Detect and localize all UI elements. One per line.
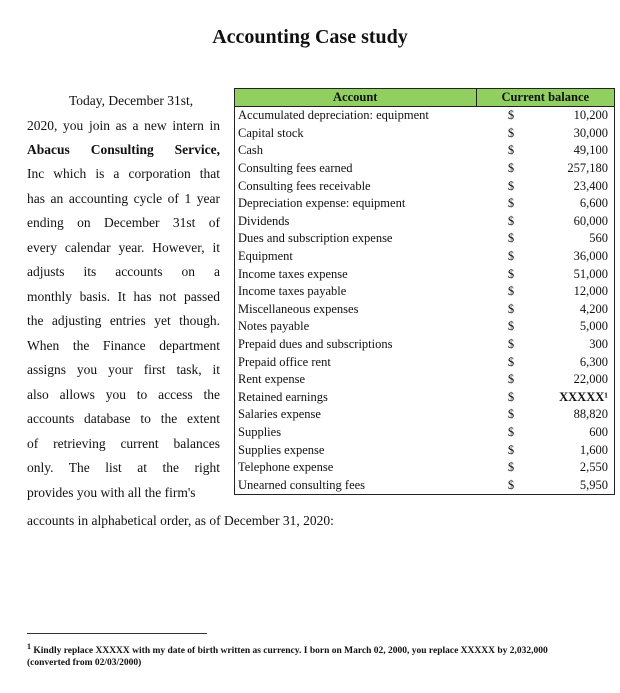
table-row	[235, 195, 615, 213]
paragraph-line: provides you with all the firm's	[27, 485, 196, 500]
table-row	[235, 107, 615, 125]
account-name: Dues and subscription expense	[235, 230, 477, 248]
paragraph-last-line: accounts in alphabetical order, as of December 31, 2020:	[27, 513, 334, 528]
table-row	[235, 230, 615, 248]
footnote-divider	[27, 633, 207, 634]
account-balance: 5,000	[546, 318, 615, 336]
account-name: Prepaid office rent	[235, 353, 477, 371]
currency-symbol: $	[507, 284, 515, 299]
account-balance: 300	[546, 336, 615, 354]
paragraph-line: the adjusting entries yet though.	[27, 313, 220, 328]
account-name: Capital stock	[235, 125, 477, 143]
paragraph-line: adjusts its accounts on a	[27, 264, 220, 279]
currency-symbol: $	[507, 319, 515, 334]
account-balance: 257,180	[546, 160, 615, 178]
table-row	[235, 301, 615, 319]
currency-symbol: $	[507, 407, 515, 422]
account-name: Income taxes expense	[235, 265, 477, 283]
account-balance: 49,100	[546, 142, 615, 160]
table-row	[235, 248, 615, 266]
account-name: Rent expense	[235, 371, 477, 389]
account-name: Depreciation expense: equipment	[235, 195, 477, 213]
paragraph-line: has an accounting cycle of 1 year	[27, 191, 220, 206]
table-row	[235, 318, 615, 336]
table-row	[235, 389, 615, 407]
account-balance: 88,820	[546, 406, 615, 424]
currency-symbol: $	[507, 108, 515, 123]
currency-symbol: $	[507, 354, 515, 369]
account-balance: 6,600	[546, 195, 615, 213]
paragraph-line: 2020, you join as a new intern in	[27, 118, 220, 133]
account-name: Notes payable	[235, 318, 477, 336]
paragraph-line: of retrieving current balances	[27, 436, 220, 451]
footnote-text: Kindly replace XXXXX with my date of birth written as currency. I born on March 02, 2000, you replace XXXXX by 2,032,000 (converted from 02/03/2000)	[27, 646, 548, 669]
account-name: Unearned consulting fees	[235, 476, 477, 494]
table-row	[235, 441, 615, 459]
currency-symbol: $	[507, 125, 515, 140]
currency-symbol: $	[507, 337, 515, 352]
account-name: Consulting fees earned	[235, 160, 477, 178]
table-row	[235, 371, 615, 389]
table-row	[235, 125, 615, 143]
account-balance: 60,000	[546, 213, 615, 231]
table-row	[235, 177, 615, 195]
paragraph-line: accounts database to the extent	[27, 411, 220, 426]
table-row	[235, 265, 615, 283]
account-balance: 600	[546, 424, 615, 442]
account-balance: 36,000	[546, 248, 615, 266]
account-name: Supplies	[235, 424, 477, 442]
paragraph-line: ending on December 31st of	[27, 215, 220, 230]
currency-symbol: $	[507, 143, 515, 158]
table-row	[235, 353, 615, 371]
currency-symbol: $	[507, 231, 515, 246]
table-row	[235, 336, 615, 354]
account-name: Consulting fees receivable	[235, 177, 477, 195]
table-row	[235, 476, 615, 494]
account-name: Retained earnings	[235, 389, 477, 407]
currency-symbol: $	[507, 266, 515, 281]
footnote	[27, 641, 592, 669]
header-current-balance: Current balance	[476, 89, 615, 107]
account-name: Supplies expense	[235, 441, 477, 459]
account-balance: 10,200	[546, 107, 615, 125]
accounts-table	[234, 88, 615, 495]
table-row	[235, 424, 615, 442]
paragraph-line: Abacus Consulting Service,	[27, 142, 220, 157]
paragraph-line: assigns you your first task, it	[27, 362, 220, 377]
footnote-marker: 1	[27, 642, 31, 651]
account-balance: 22,000	[546, 371, 615, 389]
account-balance: 4,200	[546, 301, 615, 319]
table-row	[235, 406, 615, 424]
table-row	[235, 213, 615, 231]
paragraph-line: also allows you to access the	[27, 387, 220, 402]
paragraph-line: monthly basis. It has not passed	[27, 289, 220, 304]
account-name: Prepaid dues and subscriptions	[235, 336, 477, 354]
currency-symbol: $	[476, 476, 546, 494]
currency-symbol: $	[507, 460, 515, 475]
account-balance: 51,000	[546, 265, 615, 283]
paragraph-line: Today, December 31st,	[69, 93, 194, 108]
currency-symbol: $	[507, 372, 515, 387]
account-balance: 2,550	[546, 459, 615, 477]
account-name: Accumulated depreciation: equipment	[235, 107, 477, 125]
account-balance: 30,000	[546, 125, 615, 143]
currency-symbol: $	[507, 249, 515, 264]
table-row	[235, 283, 615, 301]
table-row	[235, 142, 615, 160]
account-balance: 560	[546, 230, 615, 248]
currency-symbol: $	[507, 161, 515, 176]
paragraph-line: every calendar year. However, it	[27, 240, 220, 255]
currency-symbol: $	[507, 389, 515, 404]
currency-symbol: $	[507, 178, 515, 193]
currency-symbol: $	[507, 301, 515, 316]
account-name: Cash	[235, 142, 477, 160]
account-balance: 12,000	[546, 283, 615, 301]
paragraph-line: only. The list at the right	[27, 460, 220, 475]
account-name: Dividends	[235, 213, 477, 231]
account-name: Equipment	[235, 248, 477, 266]
header-account: Account	[235, 89, 477, 107]
currency-symbol: $	[507, 424, 515, 439]
account-balance: XXXXX¹	[546, 389, 615, 407]
account-balance: 1,600	[546, 441, 615, 459]
paragraph-line: When the Finance department	[27, 338, 220, 353]
currency-symbol: $	[507, 442, 515, 457]
account-name: Miscellaneous expenses	[235, 301, 477, 319]
account-name: Telephone expense	[235, 459, 477, 477]
paragraph-line: Inc which is a corporation that	[27, 166, 220, 181]
account-name: Salaries expense	[235, 406, 477, 424]
table-row	[235, 459, 615, 477]
account-name: Income taxes payable	[235, 283, 477, 301]
account-balance: 23,400	[546, 177, 615, 195]
table-row	[235, 160, 615, 178]
account-balance: 5,950	[546, 476, 615, 494]
page-title: Accounting Case study	[212, 26, 408, 48]
account-balance: 6,300	[546, 353, 615, 371]
currency-symbol: $	[507, 196, 515, 211]
currency-symbol: $	[507, 213, 515, 228]
